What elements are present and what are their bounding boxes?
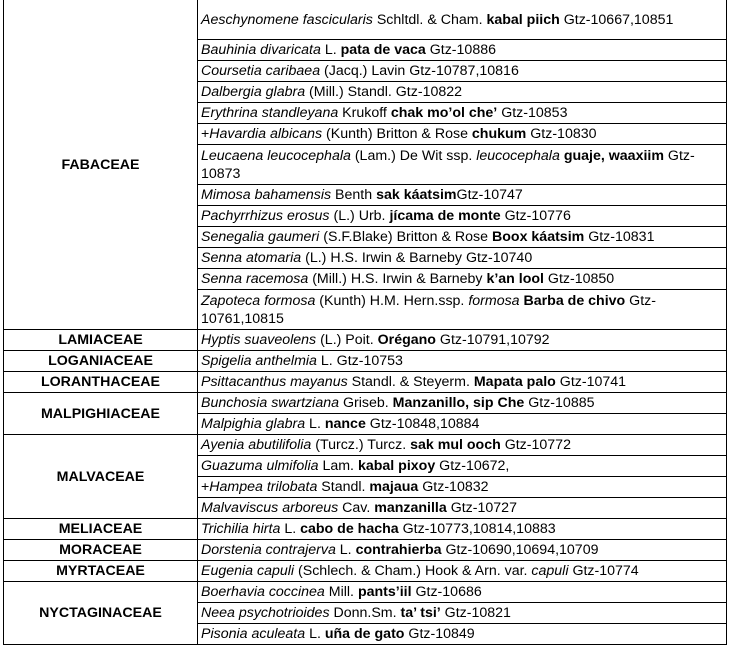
species-entry-cell — [198, 330, 727, 351]
common-name: sak káatsim — [376, 187, 457, 203]
scientific-name: Bauhinia divaricata — [201, 42, 321, 58]
species-entry-cell — [198, 414, 727, 435]
scientific-name: Guazuma ulmifolia — [201, 458, 319, 474]
authority-collection-text: Gtz-10772 — [500, 437, 571, 453]
scientific-name: Erythrina standleyana — [201, 105, 339, 121]
scientific-name: Malvaviscus arboreus — [201, 500, 339, 516]
authority-collection-text: L. — [280, 521, 301, 537]
scientific-name: Psittacanthus mayanus — [201, 374, 348, 390]
scientific-name: Pisonia aculeata — [201, 626, 306, 642]
species-entry-cell — [198, 185, 727, 206]
authority-collection-text: L. — [335, 542, 356, 558]
authority-collection-text: Gtz-10848,10884 — [365, 416, 480, 432]
authority-collection-text: (S.F.Blake) Britton & Rose — [319, 229, 492, 245]
species-entry-cell — [198, 435, 727, 456]
authority-collection-text: Griseb. — [339, 395, 393, 411]
authority-collection-text: Gtz-10831 — [584, 229, 655, 245]
authority-collection-text: Gtz-10886 — [425, 42, 496, 58]
common-name: Boox káatsim — [492, 229, 585, 245]
common-name: Barba de chivo — [523, 292, 626, 309]
scientific-name: Bunchosia swartziana — [201, 395, 340, 411]
table-row — [4, 372, 727, 393]
table-row — [4, 330, 727, 351]
authority-collection-text: Mill. — [324, 584, 358, 600]
scientific-name: Malpighia glabra — [201, 416, 306, 432]
scientific-name: Havardia albicans — [209, 126, 323, 142]
common-name: nance — [324, 416, 366, 432]
authority-collection-text: (Mill.) Standl. Gtz-10822 — [305, 84, 463, 100]
common-name: ta’ tsi’ — [400, 605, 441, 621]
common-name: guaje, waaxiim — [563, 147, 664, 164]
family-name-cell: MORACEAE — [4, 540, 198, 561]
scientific-name: Pachyrrhizus erosus — [201, 208, 330, 224]
common-name: chukum — [471, 126, 527, 142]
authority-collection-text: L. — [320, 42, 341, 58]
scientific-name: Hyptis suaveolens — [201, 332, 317, 348]
common-name: pants’iil — [357, 584, 412, 600]
scientific-name: Spigelia anthelmia — [201, 353, 317, 369]
species-entry-cell — [198, 0, 727, 40]
authority-collection-text: Gtz-10776 — [500, 208, 571, 224]
authority-collection-text: Cav. — [338, 500, 375, 516]
species-entry-cell — [198, 582, 727, 603]
family-name-cell: NYCTAGINACEAE — [4, 582, 198, 645]
species-entry-cell — [198, 290, 727, 330]
authority-collection-text: Donn.Sm. — [329, 605, 401, 621]
scientific-name: Zapoteca formosa — [201, 292, 316, 309]
scientific-name: Senegalia gaumeri — [201, 229, 320, 245]
authority-collection-text: Gtz-10850 — [543, 271, 615, 287]
species-entry-cell — [198, 456, 727, 477]
authority-collection-text: (Jacq.) Lavin Gtz-10787,10816 — [320, 63, 519, 79]
species-entry-cell — [198, 603, 727, 624]
authority-collection-text: + — [201, 126, 210, 142]
family-name-cell: MYRTACEAE — [4, 561, 198, 582]
family-name-cell: MALVACEAE — [4, 435, 198, 519]
species-entry-cell — [198, 372, 727, 393]
authority-collection-text: Standl. — [317, 479, 370, 495]
authority-collection-text: Gtz-10830 — [526, 126, 597, 142]
scientific-name: leucocephala — [476, 147, 560, 164]
authority-collection-text: (Lam.) De Wit ssp. — [350, 147, 477, 164]
family-name-cell: FABACEAE — [4, 0, 198, 330]
common-name: Mapata palo — [473, 374, 556, 390]
authority-collection-text: Standl. & Steyerm. — [347, 374, 474, 390]
table-row — [4, 0, 727, 40]
authority-collection-text: Gtz-10690,10694,10709 — [441, 542, 599, 558]
family-name-cell: MALPIGHIACEAE — [4, 393, 198, 435]
table-row — [4, 519, 727, 540]
species-entry-cell — [198, 498, 727, 519]
scientific-name: Leucaena leucocephala — [201, 147, 351, 164]
common-name: k’an lool — [486, 271, 544, 287]
authority-collection-text: Gtz-10853 — [497, 105, 568, 121]
species-entry-cell — [198, 227, 727, 248]
authority-collection-text: Gtz-10832 — [418, 479, 489, 495]
authority-collection-text: Gtz-10741 — [555, 374, 627, 390]
common-name: kabal piich — [486, 11, 560, 28]
scientific-name: Neea psychotrioides — [201, 605, 330, 621]
authority-collection-text: Schltdl. & Cham. — [372, 11, 487, 28]
authority-collection-text: Gtz-10821 — [440, 605, 511, 621]
common-name: Manzanillo, sip Che — [392, 395, 525, 411]
authority-collection-text: Krukoff — [338, 105, 391, 121]
common-name: manzanilla — [374, 500, 447, 516]
species-entry-cell — [198, 393, 727, 414]
scientific-name: Boerhavia coccinea — [201, 584, 325, 600]
species-entry-cell — [198, 248, 727, 269]
table-row — [4, 393, 727, 414]
scientific-name: Coursetia caribaea — [201, 63, 321, 79]
common-name: pata de vaca — [340, 42, 426, 58]
species-entry-cell — [198, 206, 727, 227]
authority-collection-text: Benth — [331, 187, 377, 203]
scientific-name: formosa — [468, 292, 520, 309]
authority-collection-text: (L.) H.S. Irwin & Barneby Gtz-10740 — [301, 250, 533, 266]
authority-collection-text: (Kunth) H.M. Hern.ssp. — [315, 292, 469, 309]
authority-collection-text: Gtz-10761,10815 — [201, 292, 656, 327]
scientific-name: Ayenia abutilifolia — [201, 437, 312, 453]
authority-collection-text: L. — [305, 416, 325, 432]
species-entry-cell — [198, 61, 727, 82]
species-entry-cell — [198, 269, 727, 290]
family-name-cell: LOGANIACEAE — [4, 351, 198, 372]
authority-collection-text: (L.) Poit. — [316, 332, 378, 348]
species-entry-cell — [198, 519, 727, 540]
authority-collection-text: Gtz-10791,10792 — [435, 332, 550, 348]
authority-collection-text: (Mill.) H.S. Irwin & Barneby — [308, 271, 487, 287]
table-row — [4, 435, 727, 456]
species-entry-cell — [198, 82, 727, 103]
authority-collection-text: L. — [305, 626, 325, 642]
authority-collection-text: + — [201, 479, 210, 495]
authority-collection-text: (Kunth) Britton & Rose — [322, 126, 472, 142]
scientific-name: capuli — [531, 563, 569, 579]
authority-collection-text: Gtz-10774 — [568, 563, 639, 579]
authority-collection-text: Lam. — [318, 458, 358, 474]
authority-collection-text: Gtz-10672, — [435, 458, 510, 474]
authority-collection-text: Gtz-10849 — [404, 626, 475, 642]
species-entry-cell — [198, 40, 727, 61]
family-name-cell: LAMIACEAE — [4, 330, 198, 351]
table-row — [4, 561, 727, 582]
authority-collection-text: Gtz-10686 — [411, 584, 482, 600]
common-name: chak mo’ol che’ — [390, 105, 498, 121]
common-name: uña de gato — [324, 626, 405, 642]
authority-collection-text: Gtz-10727 — [446, 500, 517, 516]
scientific-name: Dorstenia contrajerva — [201, 542, 336, 558]
species-entry-cell — [198, 624, 727, 645]
table-row — [4, 540, 727, 561]
table-row — [4, 582, 727, 603]
common-name: Orégano — [377, 332, 436, 348]
species-entry-cell — [198, 103, 727, 124]
authority-collection-text: L. Gtz-10753 — [316, 353, 403, 369]
authority-collection-text: Gtz-10773,10814,10883 — [398, 521, 556, 537]
species-entry-cell — [198, 561, 727, 582]
authority-collection-text: Gtz-10667,10851 — [559, 11, 674, 28]
species-entry-cell — [198, 124, 727, 145]
scientific-name: Trichilia hirta — [201, 521, 281, 537]
common-name: jícama de monte — [389, 208, 501, 224]
authority-collection-text: (L.) Urb. — [329, 208, 390, 224]
species-entry-cell — [198, 145, 727, 185]
family-name-cell: LORANTHACEAE — [4, 372, 198, 393]
common-name: majaua — [369, 479, 419, 495]
common-name: cabo de hacha — [300, 521, 399, 537]
scientific-name: Eugenia capuli — [201, 563, 295, 579]
common-name: contrahierba — [355, 542, 442, 558]
authority-collection-text: Gtz-10885 — [524, 395, 595, 411]
species-table — [3, 0, 727, 645]
species-entry-cell — [198, 351, 727, 372]
authority-collection-text: Gtz-10873 — [201, 147, 695, 182]
scientific-name: Hampea trilobata — [209, 479, 318, 495]
scientific-name: Aeschynomene fascicularis — [201, 11, 373, 28]
authority-collection-text: Gtz-10747 — [456, 187, 523, 203]
common-name: sak mul ooch — [410, 437, 501, 453]
common-name: kabal pixoy — [357, 458, 436, 474]
species-table-body — [4, 0, 727, 645]
authority-collection-text: (Turcz.) Turcz. — [311, 437, 411, 453]
scientific-name: Senna atomaria — [201, 250, 302, 266]
species-entry-cell — [198, 477, 727, 498]
scientific-name: Dalbergia glabra — [201, 84, 306, 100]
authority-collection-text: (Schlech. & Cham.) Hook & Arn. var. — [294, 563, 532, 579]
family-name-cell: MELIACEAE — [4, 519, 198, 540]
scientific-name: Senna racemosa — [201, 271, 309, 287]
species-entry-cell — [198, 540, 727, 561]
table-row — [4, 351, 727, 372]
scientific-name: Mimosa bahamensis — [201, 187, 332, 203]
